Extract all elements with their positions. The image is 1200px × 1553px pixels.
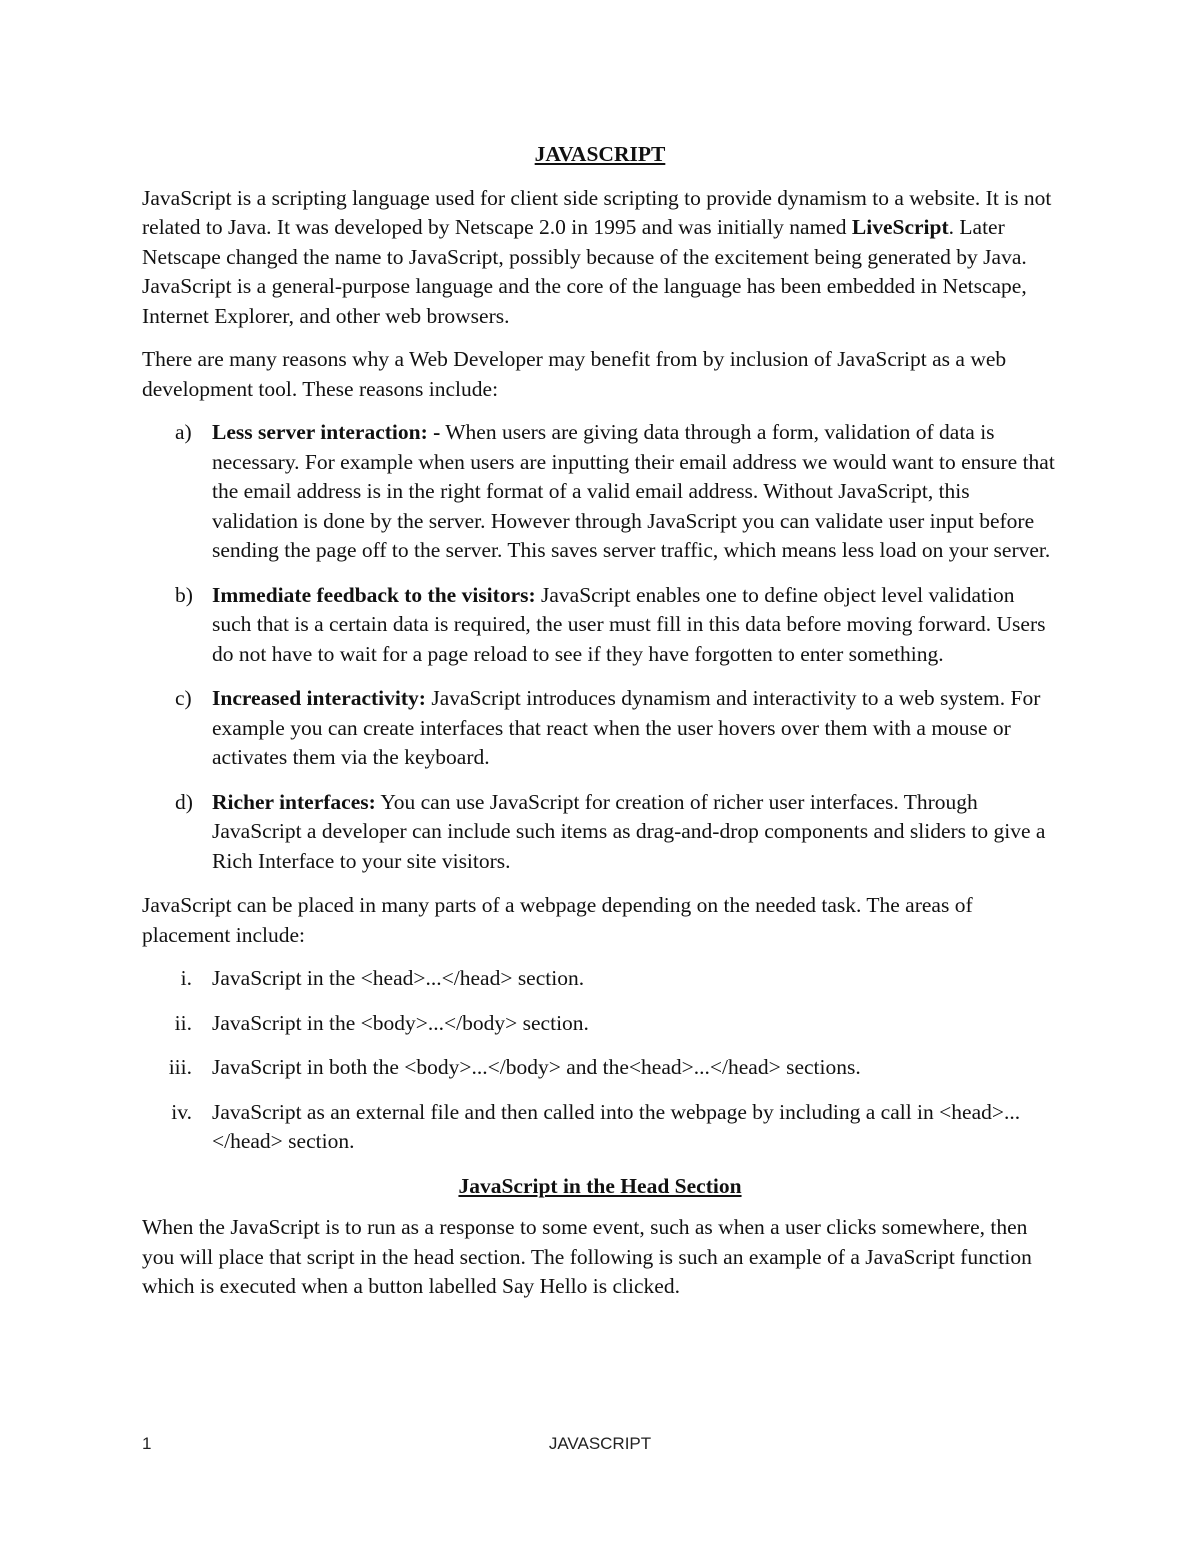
reason-text: You can use JavaScript for creation of richer user interfaces. Through JavaScript a developer can include such items as drag-and-drop components and sliders to give a Rich Interface to your site visitors. [212,789,1046,873]
intro-paragraph [142,184,1058,332]
placement-item [142,1053,1058,1083]
intro-text-part2: . Later Netscape changed the name to JavaScript, possibly because of the excitement being generated by Java. JavaScript is a general-purpose language and the core of the language has been embedded in Netscape, Internet Explorer, and other web browsers. [142,215,1027,328]
section-paragraph: When the JavaScript is to run as a response to some event, such as when a user clicks somewhere, then you will place that script in the head section. The following is such an example of a JavaScript function which is executed when a button labelled Say Hello is clicked. [142,1215,1032,1298]
placement-item [142,964,1058,994]
footer-title: JAVASCRIPT [548,1434,652,1453]
reasons-intro-paragraph: There are many reasons why a Web Developer may benefit from by inclusion of JavaScript as a web development tool. These reasons include: [142,347,1007,401]
list-marker: a) [175,420,192,444]
placement-text: JavaScript as an external file and then called into the webpage by including a call in <head>...</head> section. [212,1099,1021,1153]
section-heading: JavaScript in the Head Section [458,1173,742,1198]
placement-item [142,1009,1058,1039]
intro-bold-term: LiveScript [851,215,949,239]
reason-heading: Less server interaction: - [212,420,441,444]
placement-text: JavaScript in the <body>...</body> section. [212,1010,589,1035]
placement-text: JavaScript in both the <body>...</body> and the<head>...</head> sections. [212,1055,861,1079]
placement-item [142,1098,1058,1157]
reason-text: JavaScript enables one to define object level validation such that is a certain data is required, the user must fill in this data before moving forward. Users do not have to wait for a page reload to see if they have forgotten to enter something. [212,582,1046,666]
list-marker: c) [175,686,192,710]
reason-heading: Richer interfaces: [212,789,376,814]
list-marker: iv. [171,1099,192,1124]
list-marker: b) [175,582,193,607]
list-marker: ii. [174,1010,192,1035]
reason-text: When users are giving data through a form, validation of data is necessary. For example when users are inputting their email address we would want to ensure that the email address is in the right format of a valid email address. Without JavaScript, this validation is done by the server. However through JavaScript you can validate user input before sending the page off to the server. This saves server traffic, which means less load on your server. [212,420,1055,562]
list-marker: iii. [168,1055,192,1079]
intro-text-part1: JavaScript is a scripting language used for client side scripting to provide dynamism to a website. It is not related to Java. It was developed by Netscape 2.0 in 1995 and was initially named [142,185,1052,239]
placement-intro-paragraph: JavaScript can be placed in many parts of a webpage depending on the needed task. The areas of placement include: [142,893,973,947]
reason-item [142,788,1058,877]
page-number: 1 [142,1434,152,1453]
placement-text: JavaScript in the <head>...</head> section. [212,966,585,990]
reason-text: JavaScript introduces dynamism and interactivity to a web system. For example you can create interfaces that react when the user hovers over them with a mouse or activates them via the keyboard. [212,686,1041,769]
reasons-list [142,418,1058,876]
list-marker: i. [180,966,192,990]
reason-item [142,581,1058,670]
document-body [142,140,1058,1316]
reason-heading: Increased interactivity: [212,686,426,710]
list-marker: d) [175,789,193,814]
reason-item [142,684,1058,773]
document-title: JAVASCRIPT [534,142,666,166]
reason-heading: Immediate feedback to the visitors: [212,582,536,607]
reason-item [142,418,1058,566]
placement-list [142,964,1058,1157]
